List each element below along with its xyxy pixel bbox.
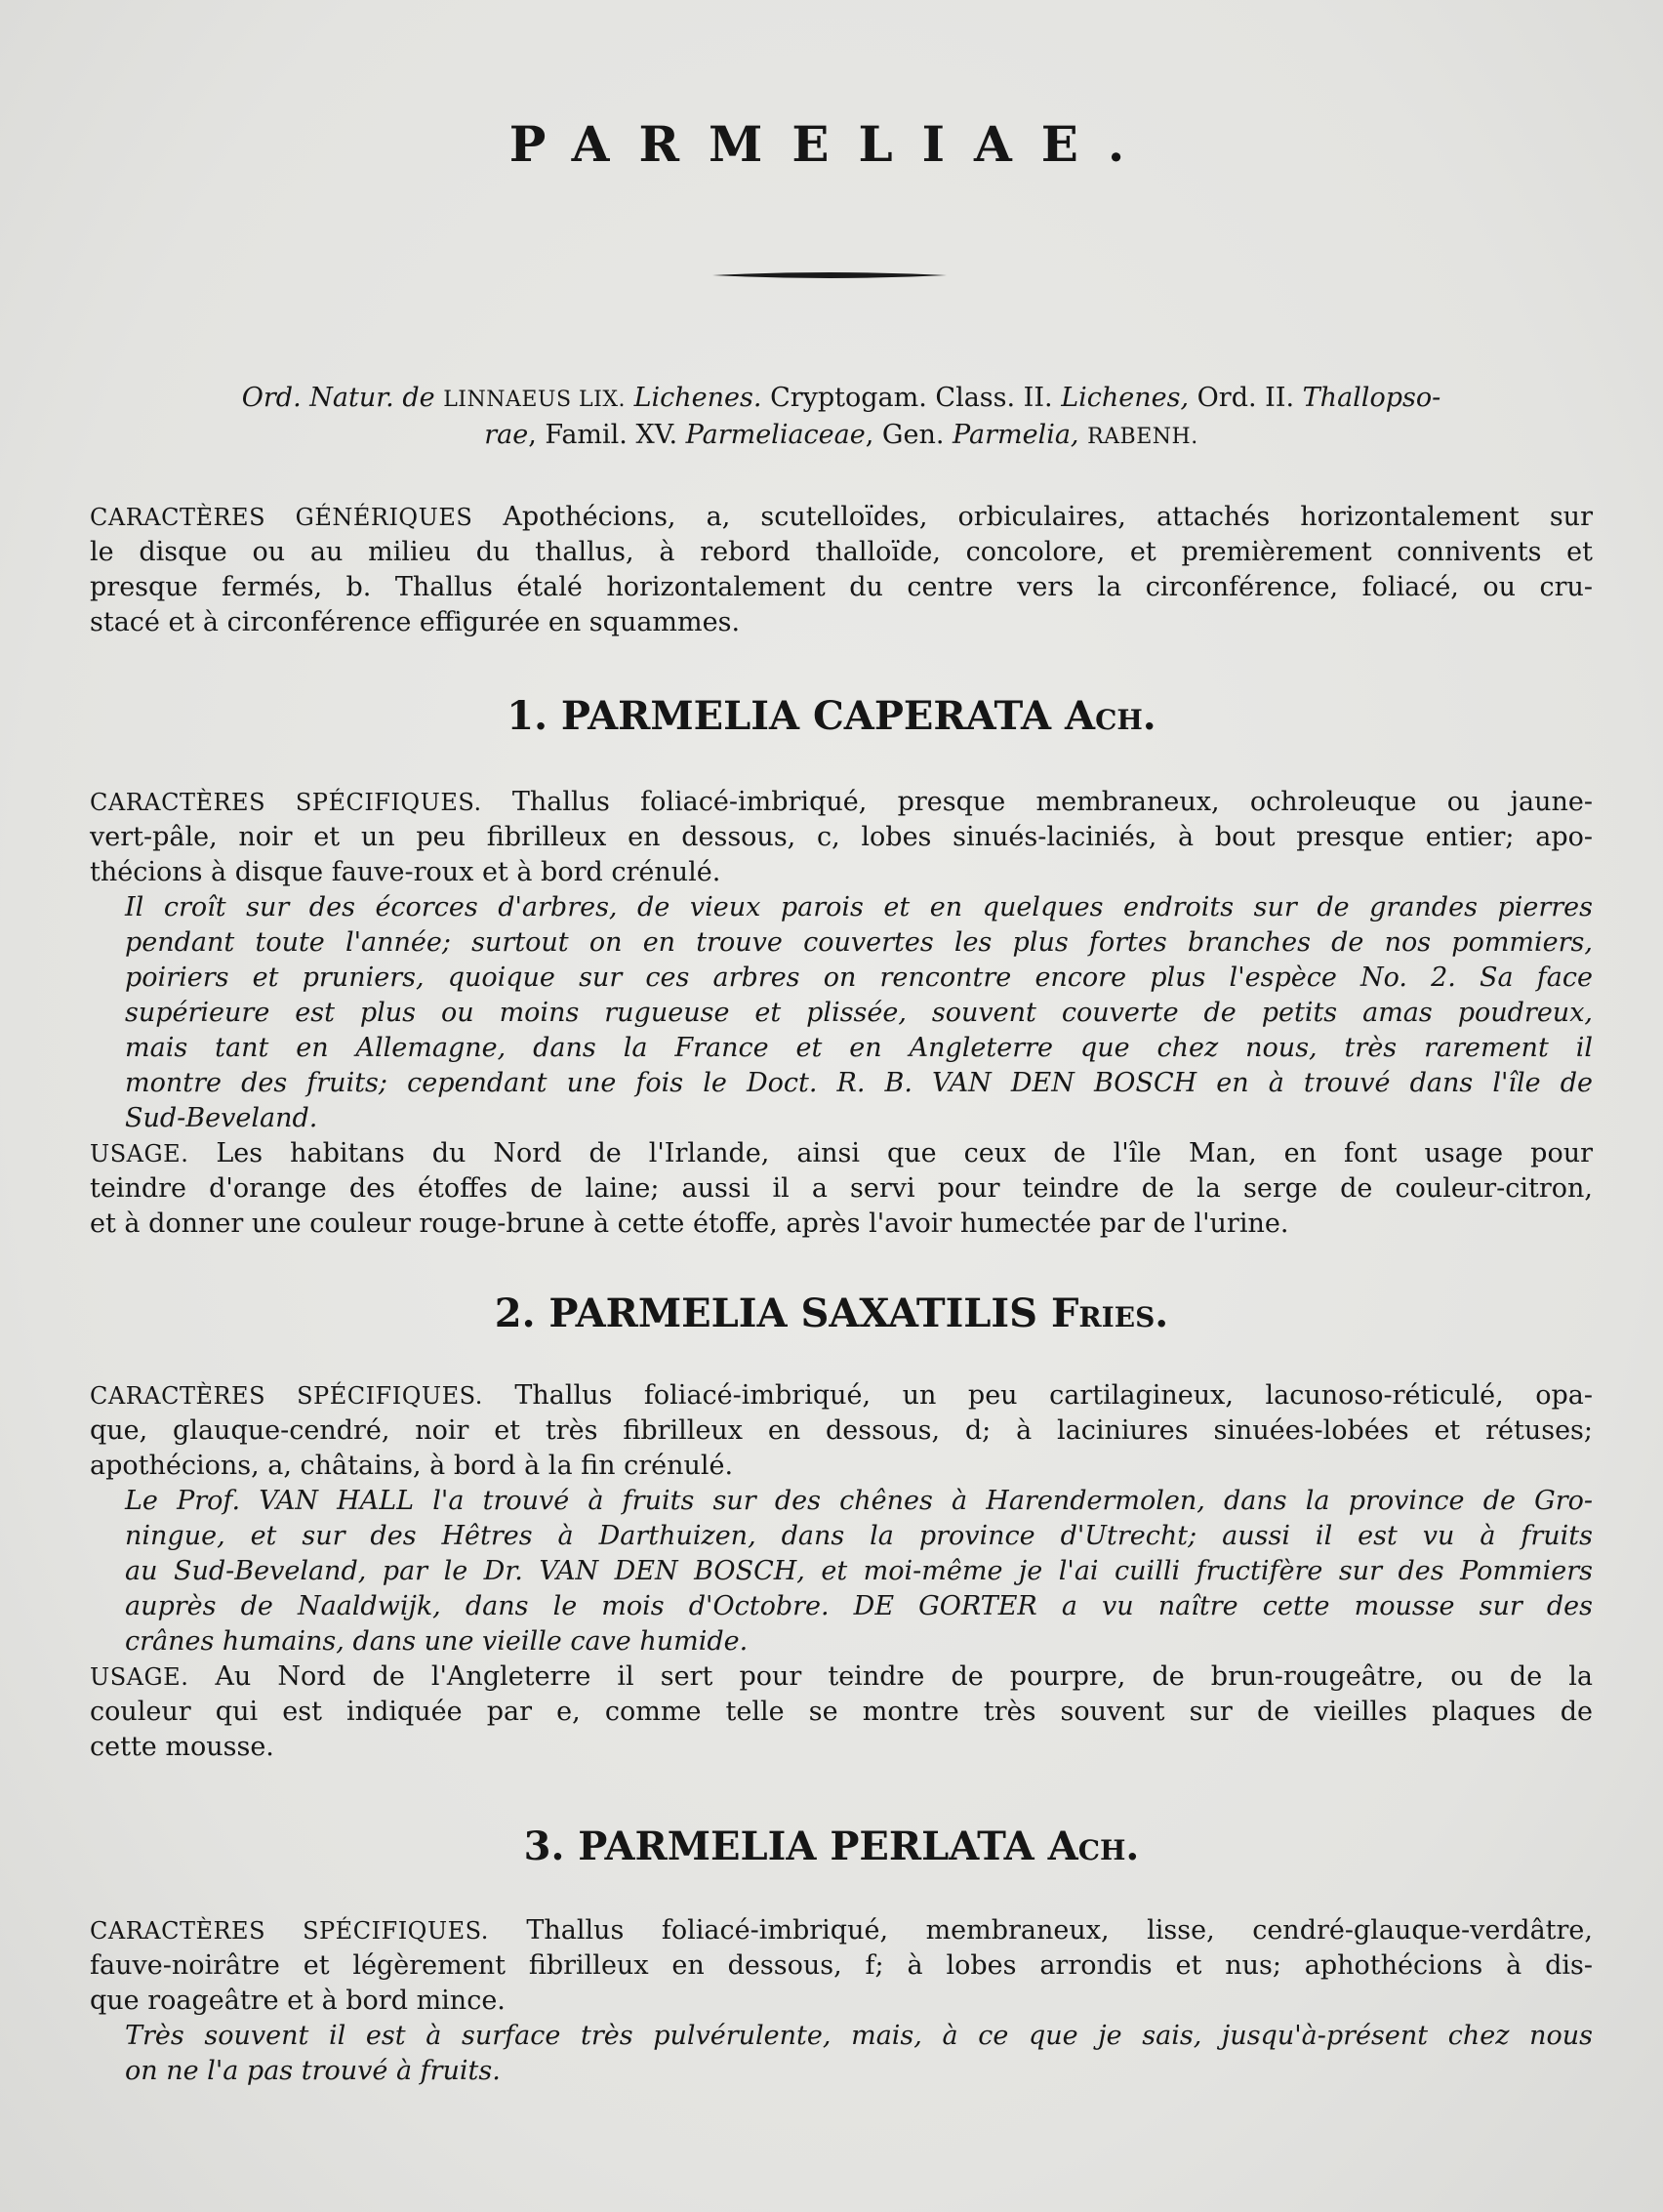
habitat-line: poiriers et pruniers, quoique sur ces arbres on rencontre encore plus l'espèce No. 2. Sa face [125, 963, 1593, 993]
generic-lead: CARACTÈRES GÉNÉRIQUES [90, 504, 473, 531]
generic-line: presque fermés, b. Thallus étalé horizontalement du centre vers la circonférence, foliacé, ou cru- [90, 572, 1593, 602]
spec-line [90, 1913, 1593, 1948]
classif-famil: , Famil. XV. [528, 420, 678, 450]
spec-line: apothécions, a, châtains, à bord à la fin crénulé. [90, 1451, 734, 1481]
spec-lead: CARACTÈRES SPÉCIFIQUES. [90, 1917, 489, 1945]
usage-text: Les habitans du Nord de l'Irlande, ainsi que ceux de l'île Man, en font usage pour [216, 1138, 1593, 1168]
classification-line-1 [90, 381, 1593, 418]
habitat-line: auprès de Naaldwijk, dans le mois d'Octobre. DE GORTER a vu naître cette mousse sur des [125, 1591, 1593, 1621]
species-1-habitat [90, 890, 1593, 1136]
usage-lead: USAGE. [90, 1140, 189, 1167]
species-name: 1. PARMELIA CAPERATA [507, 693, 1052, 739]
classif-rabenh: RABENH. [1087, 425, 1198, 449]
classif-gen: , Gen. [865, 420, 945, 450]
spec-line: que, glauque-cendré, noir et très fibrilleux en dessous, d; à laciniures sinuées-lobées et rétuses; [90, 1415, 1593, 1446]
usage-line [90, 1136, 1593, 1171]
classif-parmelia: Parmelia, [953, 420, 1079, 450]
habitat-line: Sud-Beveland. [125, 1103, 318, 1133]
spec-lead: CARACTÈRES SPÉCIFIQUES. [90, 1382, 483, 1410]
spec-text: Thallus foliacé-imbriqué, un peu cartilagineux, lacunoso-réticulé, opa- [514, 1380, 1593, 1411]
classif-parmeliaceae: Parmeliaceae [685, 420, 866, 450]
species-author: Fries. [1050, 1290, 1169, 1336]
generic-line: le disque ou au milieu du thallus, à rebord thalloïde, concolore, et premièrement connivents et [90, 537, 1593, 567]
habitat-line: montre des fruits; cependant une fois le Doct. R. B. VAN DEN BOSCH en à trouvé dans l'île de [125, 1068, 1593, 1098]
habitat-line: pendant toute l'année; surtout on en trouve couvertes les plus fortes branches de nos pommiers, [125, 927, 1593, 958]
spec-line: thécions à disque fauve-roux et à bord crénulé. [90, 857, 721, 887]
spec-text: Thallus foliacé-imbriqué, membraneux, lisse, cendré-glauque-verdâtre, [526, 1915, 1593, 1946]
habitat-line: mais tant en Allemagne, dans la France et en Angleterre que chez nous, très rarement il [125, 1033, 1593, 1063]
species-name: 3. PARMELIA PERLATA [523, 1823, 1034, 1869]
usage-line: et à donner une couleur rouge-brune à cette étoffe, après l'avoir humectée par de l'urine. [90, 1208, 1289, 1239]
species-name: 2. PARMELIA SAXATILIS [494, 1290, 1038, 1336]
species-heading-1 [0, 693, 1663, 740]
spec-line [90, 1378, 1593, 1413]
spec-text: Thallus foliacé-imbriqué, presque membraneux, ochroleuque ou jaune- [511, 787, 1594, 817]
classif-class: Cryptogam. Class. II. [770, 383, 1053, 413]
classif-ord-2: Ord. II. [1197, 383, 1295, 413]
habitat-line: supérieure est plus ou moins rugueuse et plissée, souvent couverte de petits amas poudreux, [125, 998, 1593, 1028]
spec-line: fauve-noirâtre et légèrement fibrilleux en dessous, f; à lobes arrondis et nus; aphothécions à dis- [90, 1950, 1593, 1981]
classif-lichenes-2: Lichenes, [1061, 383, 1190, 413]
classif-linnaeus: LINNAEUS LIX. [443, 388, 626, 412]
usage-lead: USAGE. [90, 1663, 189, 1691]
species-1-characters [90, 785, 1593, 1242]
species-3-characters [90, 1913, 1593, 2089]
habitat-line: crânes humains, dans une vieille cave humide. [125, 1626, 749, 1657]
classif-lichenes: Lichenes. [633, 383, 762, 413]
species-author: Ach. [1047, 1823, 1140, 1869]
classification-line-2 [90, 418, 1593, 455]
species-heading-3 [0, 1823, 1663, 1870]
species-heading-2 [0, 1290, 1663, 1337]
ornamental-rule [712, 271, 947, 279]
usage-text: Au Nord de l'Angleterre il sert pour teindre de pourpre, de brun-rougeâtre, ou de la [215, 1661, 1593, 1692]
classification [90, 381, 1593, 455]
classif-thallopsorae: Thallopso- [1302, 383, 1441, 413]
habitat-line: Le Prof. VAN HALL l'a trouvé à fruits sur des chênes à Harendermolen, dans la province de Gro- [125, 1486, 1593, 1516]
spec-line [90, 785, 1593, 820]
habitat-line: Il croît sur des écorces d'arbres, de vieux parois et en quelques endroits sur de grandes pierres [125, 892, 1593, 922]
spec-line: que roageâtre et à bord mince. [90, 1986, 506, 2016]
usage-line: couleur qui est indiquée par e, comme telle se montre très souvent sur de vieilles plaques de [90, 1697, 1593, 1727]
habitat-line: Très souvent il est à surface très pulvérulente, mais, à ce que je sais, jusqu'à-présent chez nous [125, 2021, 1593, 2051]
usage-line [90, 1659, 1593, 1695]
usage-line: teindre d'orange des étoffes de laine; aussi il a servi pour teindre de la serge de couleur-citron, [90, 1173, 1593, 1204]
usage-line: cette mousse. [90, 1732, 274, 1762]
habitat-line: on ne l'a pas trouvé à fruits. [125, 2056, 501, 2086]
classif-ord: Ord. Natur. de [241, 383, 435, 413]
page-title: PARMELIAE. [508, 115, 1155, 173]
spec-line: vert-pâle, noir et un peu fibrilleux en dessous, c, lobes sinués-laciniés, à bout presque entier; apo- [90, 822, 1593, 852]
generic-line [90, 500, 1593, 535]
species-3-habitat [90, 2019, 1593, 2089]
species-author: Ach. [1065, 693, 1156, 739]
species-2-characters [90, 1378, 1593, 1765]
species-2-habitat [90, 1484, 1593, 1659]
generic-characters [90, 500, 1593, 640]
habitat-line: au Sud-Beveland, par le Dr. VAN DEN BOSCH, et moi-même je l'ai cuilli fructifère sur des Pommiers [125, 1556, 1593, 1586]
spec-lead: CARACTÈRES SPÉCIFIQUES. [90, 789, 482, 816]
generic-line: stacé et à circonférence effigurée en squammes. [90, 607, 741, 637]
habitat-line: ningue, et sur des Hêtres à Darthuizen, dans la province d'Utrecht; aussi il est vu à fruits [125, 1521, 1593, 1551]
generic-text: Apothécions, a, scutelloïdes, orbiculaires, attachés horizontalement sur [503, 502, 1593, 532]
classif-rae: rae [484, 420, 529, 450]
